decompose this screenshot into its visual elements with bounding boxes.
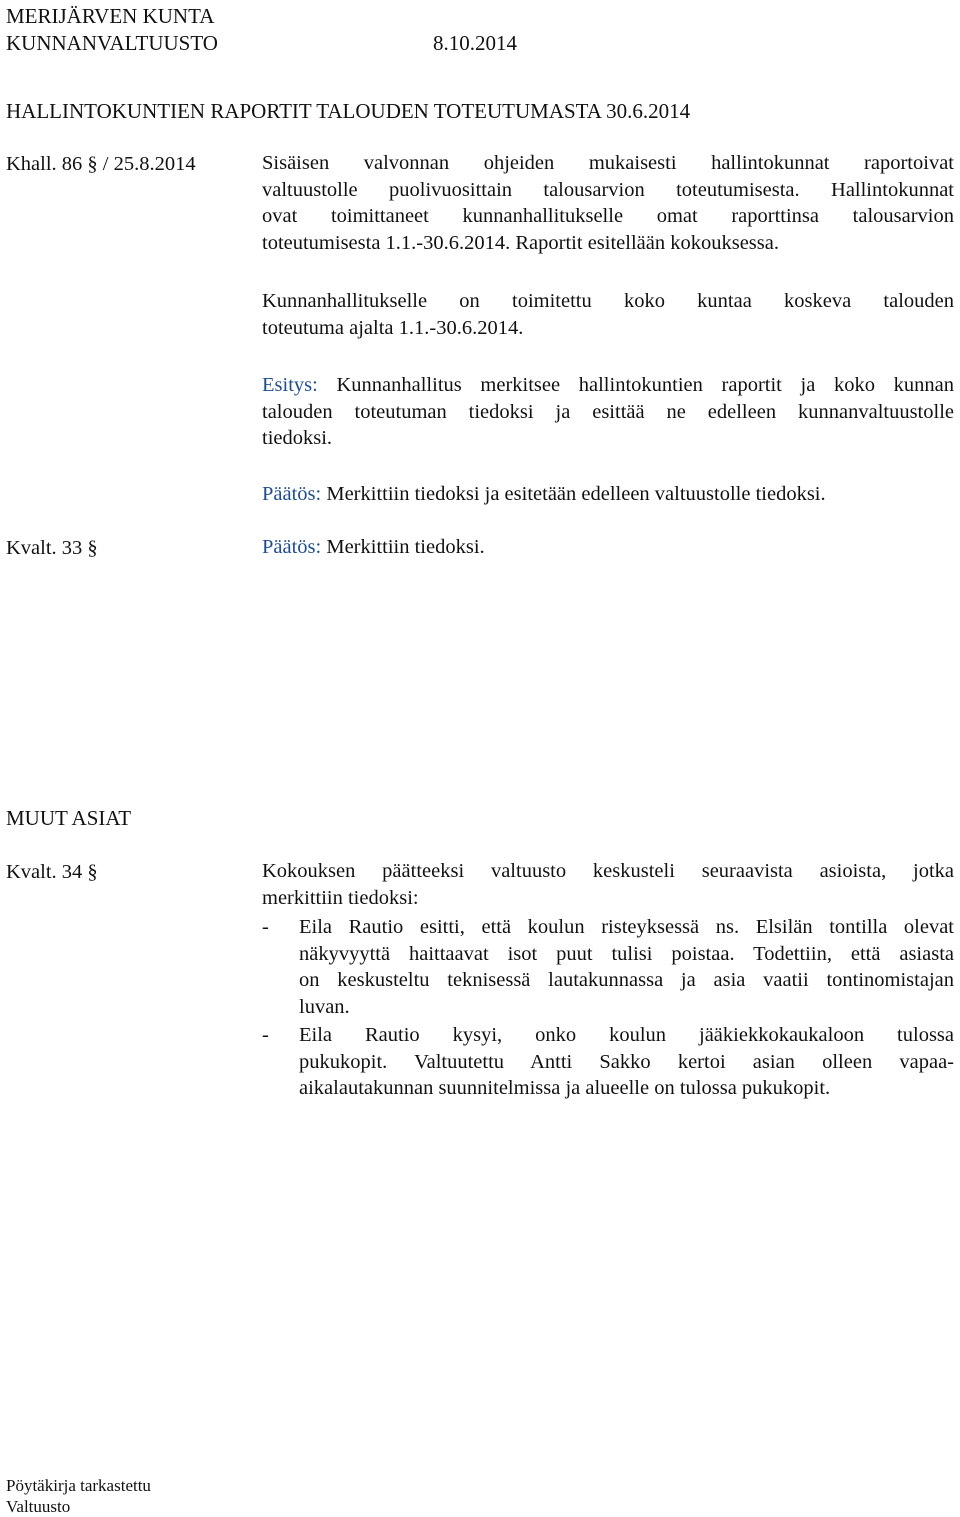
text-line: merkittiin tiedoksi:	[262, 886, 419, 909]
text-line: pukukopit. Valtuutettu Antti Sakko kertoi asian olleen vapaa-	[299, 1050, 954, 1073]
bullet-dash: -	[262, 916, 269, 938]
text-line: Kokouksen päätteeksi valtuusto keskusteli seuraavista asioista, jotka	[262, 860, 954, 882]
decision-text: Merkittiin tiedoksi ja esitetään edelleen valtuustolle tiedoksi.	[321, 483, 826, 505]
list-item	[262, 914, 954, 1020]
text-line: talouden toteutuman tiedoksi ja esittää ne edelleen kunnanvaltuustolle	[262, 400, 954, 423]
decision-label: Päätös:	[262, 483, 322, 505]
text-line: Eila Rautio esitti, että koulun risteyksessä ns. Elsilän tontilla olevat	[299, 916, 954, 938]
text-line: valtuustolle puolivuosittain talousarvion toteutumisesta. Hallintokunnat	[262, 178, 954, 201]
text-line: Sisäisen valvonnan ohjeiden mukaisesti hallintokunnat raportoivat	[262, 152, 954, 174]
meeting-body: KUNNANVALTUUSTO	[6, 31, 218, 55]
paragraph-proposal	[262, 372, 954, 452]
text-line: Eila Rautio kysyi, onko koulun jääkiekkokaukaloon tulossa	[299, 1024, 954, 1046]
decision-text: Merkittiin tiedoksi.	[321, 536, 485, 558]
paragraph-report	[262, 288, 954, 341]
text-line: toteutumisesta 1.1.-30.6.2014. Raportit esitellään kokouksessa.	[262, 231, 779, 254]
text-line	[262, 372, 954, 399]
item-reference: Kvalt. 33 §	[6, 537, 98, 559]
item-reference: Khall. 86 § / 25.8.2014	[6, 153, 196, 175]
municipality-name: MERIJÄRVEN KUNTA	[6, 4, 215, 28]
text-line: luvan.	[299, 995, 350, 1018]
text-line: on keskusteltu teknisessä lautakunnassa ja asia vaatii tontinomistajan	[299, 969, 954, 991]
paragraph-decision	[262, 534, 954, 561]
text-line	[262, 481, 954, 508]
bullet-dash: -	[262, 1024, 269, 1046]
list-item-text	[299, 1022, 954, 1102]
footer-council: Valtuusto	[6, 1497, 71, 1516]
text-line: tiedoksi.	[262, 427, 333, 449]
text-line: Kunnanhallitukselle on toimitettu koko kuntaa koskeva talouden	[262, 290, 954, 312]
text-line: toteutuma ajalta 1.1.-30.6.2014.	[262, 316, 524, 339]
proposal-label: Esitys:	[262, 374, 318, 396]
list-item-text	[299, 914, 954, 1020]
item-reference: Kvalt. 34 §	[6, 861, 98, 883]
footer-reviewed: Pöytäkirja tarkastettu	[6, 1476, 151, 1495]
meeting-date: 8.10.2014	[433, 31, 517, 55]
proposal-text: Kunnanhallitus merkitsee hallintokuntien raportit ja koko kunnan	[317, 374, 954, 396]
text-line: ovat toimittaneet kunnanhallitukselle omat raporttinsa talousarvion	[262, 205, 954, 227]
paragraph-decision	[262, 481, 954, 508]
section-title: HALLINTOKUNTIEN RAPORTIT TALOUDEN TOTEUTUMASTA 30.6.2014	[6, 99, 691, 123]
paragraph-background	[262, 150, 954, 256]
text-line: näkyvyyttä haittaavat isot puut tulisi poistaa. Todettiin, että asiasta	[299, 942, 954, 965]
text-line: aikalautakunnan suunnitelmissa ja alueelle on tulossa pukukopit.	[299, 1077, 831, 1099]
list-item	[262, 1022, 954, 1102]
text-line	[262, 534, 954, 561]
decision-label: Päätös:	[262, 536, 322, 558]
paragraph-intro	[262, 858, 954, 911]
section-title: MUUT ASIAT	[6, 806, 132, 830]
